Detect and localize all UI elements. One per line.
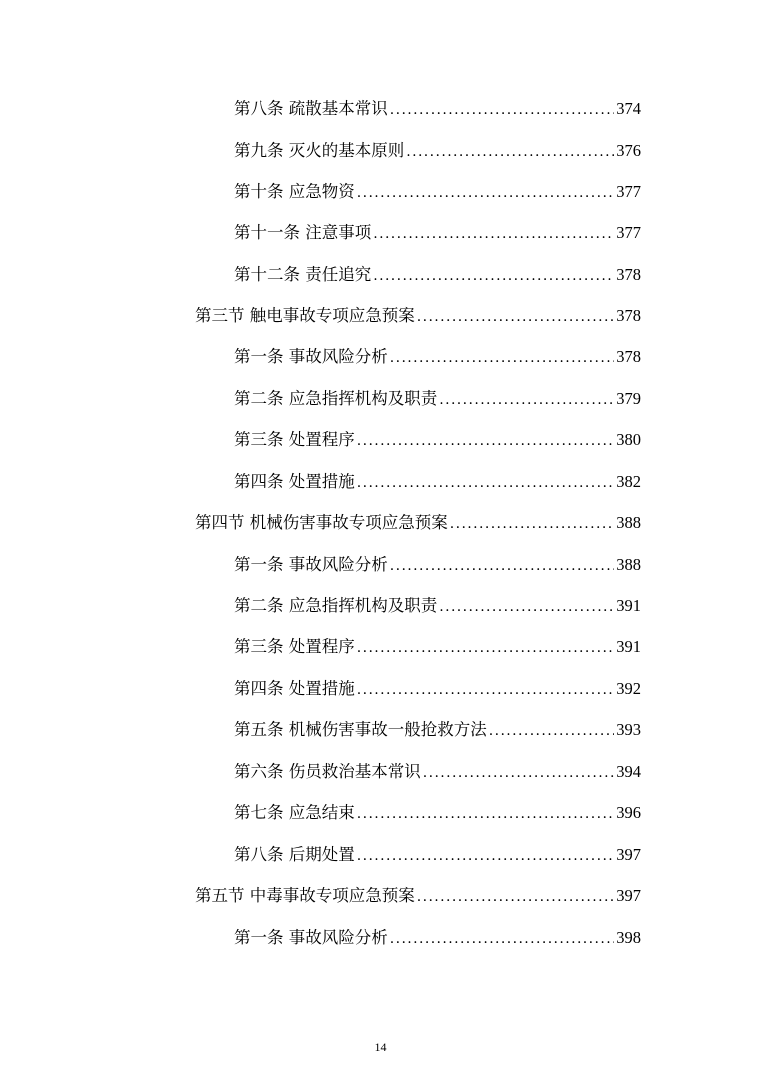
toc-entry-page: 377 <box>616 223 641 242</box>
toc-entry-page: 378 <box>616 347 641 366</box>
toc-entry-title: 第一条 事故风险分析 <box>234 928 388 947</box>
toc-entry-title: 第四条 处置措施 <box>234 472 355 491</box>
toc-entry-page: 376 <box>616 141 641 160</box>
toc-entry-page: 374 <box>616 99 641 118</box>
toc-entry-page: 393 <box>616 720 641 739</box>
toc-entry-title: 第一条 事故风险分析 <box>234 555 388 574</box>
dot-leader <box>450 511 615 537</box>
dot-leader <box>357 843 615 869</box>
toc-entry-page: 378 <box>616 306 641 325</box>
toc-entry-page: 394 <box>616 762 641 781</box>
toc-entry-title: 第八条 疏散基本常识 <box>234 99 388 118</box>
toc-entry-page: 378 <box>616 265 641 284</box>
toc-entry[interactable] <box>234 593 641 619</box>
toc-entry-title: 第二条 应急指挥机构及职责 <box>234 596 438 615</box>
dot-leader <box>417 304 615 330</box>
toc-section-entry[interactable] <box>195 510 641 536</box>
toc-entry-title: 第六条 伤员救治基本常识 <box>234 762 421 781</box>
toc-entry-title: 第三节 触电事故专项应急预案 <box>195 306 415 325</box>
toc-entry[interactable] <box>234 717 641 743</box>
toc-entry-page: 382 <box>616 472 641 491</box>
toc-entry-title: 第五节 中毒事故专项应急预案 <box>195 886 415 905</box>
toc-entry-page: 396 <box>616 803 641 822</box>
toc-entry[interactable] <box>234 220 641 246</box>
dot-leader <box>423 760 615 786</box>
toc-entry-title: 第九条 灭火的基本原则 <box>234 141 405 160</box>
toc-entry-page: 398 <box>616 928 641 947</box>
toc-entry-title: 第十一条 注意事项 <box>234 223 372 242</box>
dot-leader <box>357 180 615 206</box>
toc-entry[interactable] <box>234 96 641 122</box>
toc-entry-page: 391 <box>616 596 641 615</box>
dot-leader <box>357 635 615 661</box>
dot-leader <box>357 677 615 703</box>
toc-entry-title: 第一条 事故风险分析 <box>234 347 388 366</box>
toc-entry-title: 第十条 应急物资 <box>234 182 355 201</box>
toc-entry-title: 第十二条 责任追究 <box>234 265 372 284</box>
toc-entry[interactable] <box>234 344 641 370</box>
toc-entry-page: 388 <box>616 555 641 574</box>
dot-leader <box>373 221 614 247</box>
toc-entry-page: 397 <box>616 845 641 864</box>
toc-entry[interactable] <box>234 469 641 495</box>
toc-entry-title: 第八条 后期处置 <box>234 845 355 864</box>
toc-entry-page: 388 <box>616 513 641 532</box>
toc-entry-title: 第三条 处置程序 <box>234 637 355 656</box>
dot-leader <box>390 553 615 579</box>
toc-entry-title: 第四节 机械伤害事故专项应急预案 <box>195 513 448 532</box>
toc-section-entry[interactable] <box>195 303 641 329</box>
toc-entry-title: 第三条 处置程序 <box>234 430 355 449</box>
toc-section-entry[interactable] <box>195 883 641 909</box>
dot-leader <box>417 884 615 910</box>
page-number: 14 <box>374 1040 387 1054</box>
toc-entry[interactable] <box>234 676 641 702</box>
dot-leader <box>357 428 615 454</box>
toc-entry-title: 第七条 应急结束 <box>234 803 355 822</box>
toc-entry[interactable] <box>234 800 641 826</box>
toc-entry[interactable] <box>234 552 641 578</box>
toc-entry-page: 380 <box>616 430 641 449</box>
dot-leader <box>406 139 614 165</box>
toc-entry-title: 第五条 机械伤害事故一般抢救方法 <box>234 720 487 739</box>
toc-entry[interactable] <box>234 427 641 453</box>
toc-entry-page: 397 <box>616 886 641 905</box>
dot-leader <box>357 801 615 827</box>
toc-entry-page: 377 <box>616 182 641 201</box>
dot-leader <box>439 594 614 620</box>
toc-entry-page: 379 <box>616 389 641 408</box>
toc-entry[interactable] <box>234 262 641 288</box>
dot-leader <box>390 345 615 371</box>
dot-leader <box>373 263 614 289</box>
toc-entry-page: 391 <box>616 637 641 656</box>
toc-entry[interactable] <box>234 925 641 951</box>
dot-leader <box>489 718 615 744</box>
toc-entry[interactable] <box>234 634 641 660</box>
dot-leader <box>390 97 615 123</box>
toc-entry-title: 第四条 处置措施 <box>234 679 355 698</box>
dot-leader <box>439 387 614 413</box>
toc-entry[interactable] <box>234 842 641 868</box>
toc-entry-title: 第二条 应急指挥机构及职责 <box>234 389 438 408</box>
toc-entry[interactable] <box>234 179 641 205</box>
toc-entry[interactable] <box>234 386 641 412</box>
toc-entry[interactable] <box>234 759 641 785</box>
dot-leader <box>357 470 615 496</box>
dot-leader <box>390 926 615 952</box>
toc-entry[interactable] <box>234 138 641 164</box>
toc-entry-page: 392 <box>616 679 641 698</box>
